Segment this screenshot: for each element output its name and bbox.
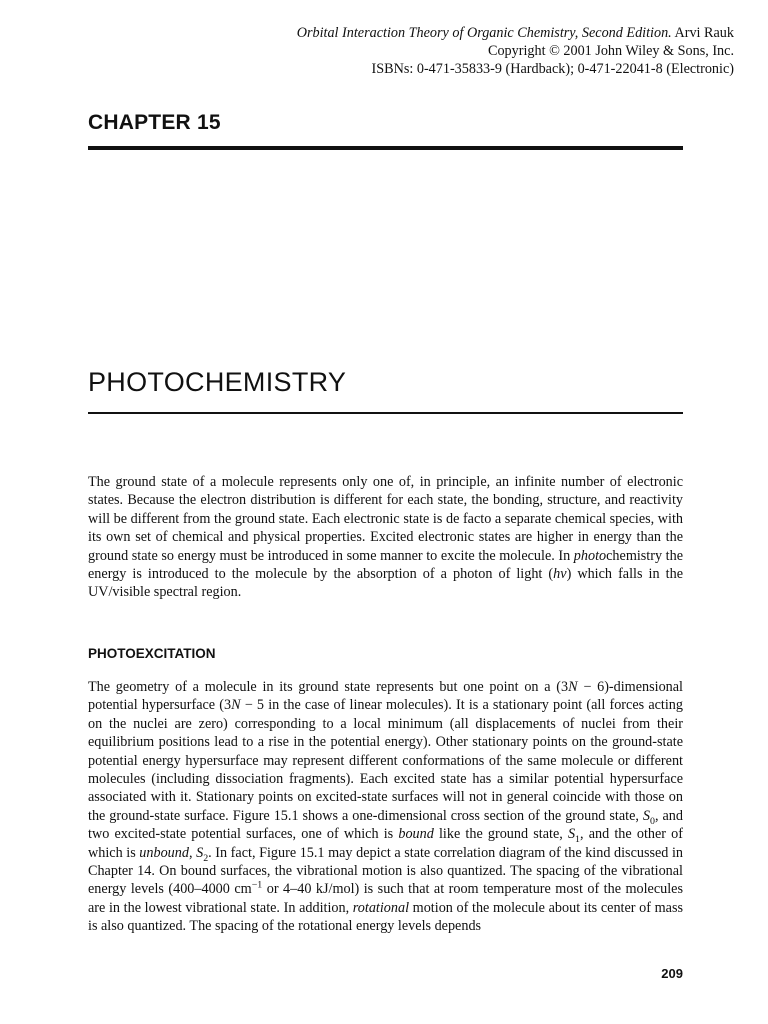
body-text-5: like the ground state, [433, 826, 568, 843]
chapter-rule [88, 146, 683, 150]
subscript-2: 2 [203, 852, 209, 864]
body-text-3: − 5 in the case of linear molecules). It is a stationary point (all forces acting on the nuclei are zero) corresponding to a local minimum (all displacements of nuclei from their equilibrium positions lead to a rise in the potential energy). Other stationary points on the ground-state potential energy hypersurface may represent different conformations of the same molecule or different molecules (including dissociation fragments). Each excited state has a similar potential hypersurface associated with it. Stationary points on excited-state surfaces will not in general coincide with those on the ground-state surface. Figure 15.1 shows a one-dimensional cross section of the ground state, [88, 697, 683, 824]
body-text-9: or 4–40 kJ/mol) is such that at room temperature most of the molecules are in the lowest vibrational state. In addition, [88, 881, 684, 916]
header-line-1 [297, 24, 734, 42]
symbol-s0: S [642, 807, 650, 824]
title-rule [88, 412, 683, 414]
body-text-7: , [188, 844, 197, 861]
section-heading: PHOTOEXCITATION [88, 646, 216, 661]
intro-text-3: ) which falls in the UV/visible spectral region. [88, 566, 683, 601]
superscript-exponent: −1 [251, 879, 263, 891]
bound-emphasis: bound [398, 826, 434, 843]
page-number: 209 [661, 966, 683, 981]
intro-photo-emphasis: photo [573, 547, 607, 564]
symbol-s2: S [196, 844, 204, 861]
body-text-1: The geometry of a molecule in its ground state represents but one point on a (3 [88, 679, 569, 695]
symbol-n-1: N [568, 679, 578, 695]
body-paragraph [88, 678, 683, 936]
intro-text-2: chemistry the energy is introduced to the molecule by the absorption of a photon of light ( [88, 547, 683, 583]
intro-text-1: The ground state of a molecule represents only one of, in principle, an infinite number of electronic states. Because the electron distribution is different for each state, the bonding, structure, and reactivity will be different from the ground state. Each electronic state is de facto a separate chemical species, with its own set of chemical and physical properties. Excited electronic states are higher in energy than the ground state so energy must be introduced in some manner to excite the molecule. In [88, 474, 683, 564]
rotational-emphasis: rotational [352, 899, 410, 916]
running-header [297, 24, 734, 78]
symbol-n-2: N [231, 697, 241, 714]
book-author: Arvi Rauk [671, 25, 734, 41]
header-isbn: ISBNs: 0-471-35833-9 (Hardback); 0-471-22041-8 (Electronic) [371, 61, 734, 77]
header-copyright: Copyright © 2001 John Wiley & Sons, Inc. [487, 43, 734, 59]
intro-hv-symbol: hv [553, 566, 567, 583]
unbound-emphasis: unbound [139, 844, 189, 861]
chapter-title: PHOTOCHEMISTRY [88, 367, 347, 397]
chapter-label: CHAPTER 15 [88, 111, 221, 134]
body-text-8: . In fact, Figure 15.1 may depict a state correlation diagram of the kind discussed in Chapter 14. On bound surfaces, the vibrational motion is also quantized. The spacing of the vibrational energy levels (400–4000 cm [88, 844, 684, 898]
body-text-10: motion of the molecule about its center of mass is also quantized. The spacing of the rotational energy levels depends [88, 899, 683, 935]
intro-paragraph [88, 473, 683, 602]
symbol-s1: S [567, 826, 576, 843]
subscript-0: 0 [650, 815, 655, 827]
book-title: Orbital Interaction Theory of Organic Chemistry, Second Edition. [296, 25, 672, 41]
body-text-6: , and the other of which is [88, 826, 683, 861]
body-text-2: − 6)-dimensional potential hypersurface (3 [88, 679, 683, 714]
body-text-4: , and two excited-state potential surfaces, one of which is [88, 807, 683, 843]
subscript-1: 1 [575, 834, 581, 846]
